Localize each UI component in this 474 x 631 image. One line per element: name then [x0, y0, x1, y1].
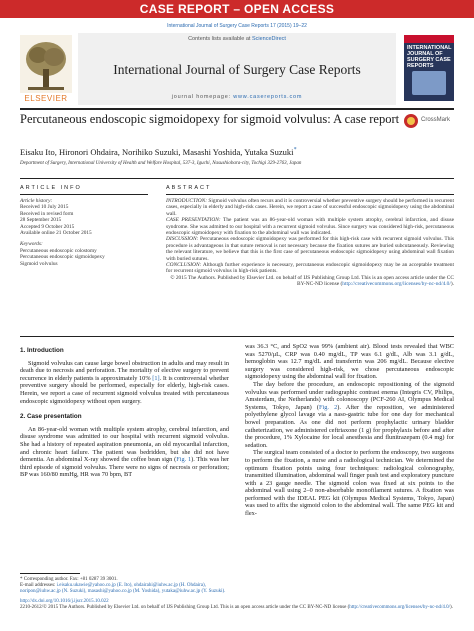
article-title: Percutaneous endoscopic sigmoidopexy for sigmoid volvulus: A case report	[20, 112, 400, 126]
abstract-case-text: The patient was an 86-year-old woman with multiple system atrophy, cerebral infarction, and disuse syndrome. She was admitted to our hospital with a recurrent sigmoid volvulus. Since surgery was considered high-risk, percutaneous endoscopic sigmoidopexy with fixation to the abdominal wall was indicated.	[166, 217, 455, 237]
body-right-column	[245, 343, 454, 518]
history-line: Accepted 9 October 2015	[20, 223, 75, 230]
abstract-heading: ABSTRACT	[166, 185, 212, 191]
elsevier-tree-logo-icon	[20, 35, 72, 93]
homepage-prefix: journal homepage:	[171, 94, 234, 100]
abstract-discussion	[166, 236, 454, 262]
corresponding-author-note: * Corresponding author. Fax: +81 0287 39 3001.	[20, 577, 118, 582]
abstract-bottom-rule	[20, 336, 454, 337]
figure-link[interactable]: Fig. 2	[319, 403, 338, 411]
author-list	[20, 147, 454, 157]
copyright-end: ).	[450, 281, 454, 288]
journal-masthead	[20, 33, 454, 105]
procedure-paragraph	[245, 381, 454, 449]
journal-title: International Journal of Surgery Case Reports	[113, 62, 361, 77]
history-line: Available online 21 October 2015	[20, 230, 92, 237]
abstract-intro-text: Sigmoid volvulus often recurs and it is controversial whether preventive surgery should be performed in recurrent cases, especially in elderly and high-risk cases. Herein, we report a case of successful endoscopic sigmoidopexy using the abdominal wall.	[166, 198, 454, 217]
article-info-heading: ARTICLE INFO	[20, 185, 82, 191]
lab-results-paragraph: was 36.3 °C, and SpO2 was 99% (ambient air). Blood tests revealed that WBC was 5270/μL, CRP was 0.40 mg/dL, TP was 6.1 g/dL, Alb was 3.1 g/dL, hemoglobin was 12.7 mg/dL and transferrin was 206 mg/dL. Because elective surgery was considered high-risk, we chose percutaneous endoscopic sigmoidopexy using the abdominal wall for fixation.	[245, 343, 454, 381]
introduction-paragraph	[20, 360, 229, 406]
abstract-rule	[166, 194, 454, 195]
intro-text-b: . It is controversial whether preventive surgery should be performed, especially for elderly, high-risk cases. Herein, we report a case of recurrent sigmoid volvulus treated with percutaneous endoscopic sigmoidopexy without open surgery.	[20, 374, 229, 405]
history-line: 28 September 2015	[20, 217, 62, 224]
masthead-center	[78, 33, 396, 105]
author-affiliation: Department of Surgery, International University of Health and Welfare Hospital, 537-3, Iguchi, Nasushiobara-city, Tochigi 329-2763, Japan	[20, 161, 302, 166]
intro-text-a: Sigmoid volvulus can cause large bowel obstruction in adults and may result in death due to necrosis and perforation. The mortality of elective surgery to prevent recurrence in elderly patients is approximately 10%	[20, 359, 229, 382]
footnote-rule	[20, 573, 80, 574]
license-link[interactable]: http://creativecommons.org/licenses/by-nc-nd/4.0/	[342, 281, 451, 288]
copyright-text: © 2015 The Authors. Published by Elsevier Ltd. on behalf of IJS Publishing Group Ltd. This is an open access article under the CC BY-NC-ND license (	[170, 274, 454, 288]
section-heading-case: 2. Case presentation	[20, 413, 82, 421]
history-heading: Article history:	[20, 198, 53, 204]
keywords-heading: Keywords:	[20, 241, 43, 248]
abstract-discussion-label: DISCUSSION:	[166, 236, 199, 243]
section-heading-introduction: 1. Introduction	[20, 347, 64, 354]
publisher-name: ELSEVIER	[24, 94, 68, 103]
case-text-b: ). This was her third episode of sigmoid volvulus. There were no signs of necrosis or perforation; BP was 160/80 mmHg, HR was 70 bpm, BT	[20, 456, 229, 479]
crossmark-label: CrossMark	[421, 117, 451, 123]
license-text: 2210-2612/© 2015 The Authors. Published by Elsevier Ltd. on behalf of IJS Publishing Group Ltd. This is an open access article under the CC BY-NC-ND license (	[20, 605, 350, 610]
homepage-link[interactable]: www.casereports.com	[233, 94, 303, 100]
journal-homepage-line	[78, 94, 396, 100]
abstract-body	[166, 198, 454, 288]
history-line: Received 10 July 2015	[20, 204, 69, 211]
bottom-publication-info	[20, 599, 454, 611]
masthead-divider	[20, 108, 454, 110]
journal-cover-thumbnail	[404, 35, 454, 101]
abstract-introduction	[166, 198, 454, 217]
bottom-license-link[interactable]: http://creativecommons.org/licenses/by-nc-nd/4.0/	[349, 605, 450, 610]
license-end: ).	[449, 605, 453, 610]
article-info-panel	[20, 198, 148, 267]
contents-line	[78, 36, 396, 42]
contents-prefix: Contents lists available at	[188, 36, 252, 42]
email-prefix: E-mail addresses:	[20, 583, 57, 588]
header-rule	[20, 178, 454, 179]
case-text-a: An 86-year-old woman with multiple system atrophy, cerebral infarction, and disuse syndrome was admitted to our hospital with recurrent sigmoid volvulus. She had a history of repeated aspiration pneumonia, an old myocardial infarction, and chronic heart failure. The patient was bedridden, but she did not have dementia. An abdominal X-ray showed the coffee bean sign (	[20, 425, 229, 464]
keyword-item: Sigmoid volvulus	[20, 260, 58, 267]
abstract-copyright	[166, 275, 454, 288]
abstract-conclusion-label: CONCLUSION:	[166, 262, 202, 269]
cover-title: INTERNATIONAL JOURNAL OF SURGERY CASE REPORTS	[407, 45, 452, 69]
open-access-banner: CASE REPORT – OPEN ACCESS	[0, 0, 474, 18]
keyword-item: Percutaneous endoscopic colostomy	[20, 247, 97, 254]
abstract-conclusion-text: Although further experience is necessary, percutaneous endoscopic sigmoidopexy may be an acceptable treatment for recurrent sigmoid volvulus in high-risk patients.	[166, 262, 454, 275]
sciencedirect-link[interactable]: ScienceDirect	[251, 36, 286, 42]
email-addresses	[20, 583, 229, 595]
cover-image	[412, 71, 446, 95]
history-line: Received in revised form	[20, 210, 74, 217]
cover-top-stripe	[404, 35, 454, 43]
abstract-discussion-text: Percutaneous endoscopic sigmoidopexy was performed for this high-risk case with recurrent sigmoid volvulus. This procedure is advantageous in that suture removal is not necessary because the fixation sutures are buried subcutaneously. Reviewing the relevant literature, we believe that this is the first case of percutaneous endoscopic sigmoidopexy using abdominal wall fixation with buried sutures.	[166, 236, 454, 262]
email-links[interactable]: i.eisaku.ukawie@yahoo.co.jp (E. Ito), ohdairahi@iuhw.ac.jp (H. Ohdaira), noripon@iuhw.ac.jp (N. Suzuki), masashi@yahoo.co.jp (M. Yoshida), yutaka@iuhw.ac.jp (Y. Suzuki).	[20, 583, 226, 594]
abstract-intro-label: INTRODUCTION:	[166, 198, 208, 204]
procedure-text-a: The day before the procedure, an endoscopic repositioning of the sigmoid volvulus was performed under radiographic contrast enema (Integris CV, Philips, Amsterdam, the Netherlands) with colonoscopy (PCF-260 AI, Olympus Medical Systems, Tokyo, Japan) (	[245, 380, 454, 411]
body-left-column	[20, 343, 229, 479]
procedure-text-b: ). After the reposition, we administered polyethylene glycol lavage via a naso-gastric tube for one day for mechanical bowel preparation. As one did not perform prophylactic urinary bladder catheterization, we administered ceftriaxone (1 g) for prophylaxis before and after the procedure, 1% Xylocaine for local anesthesia and flunitrazepam (0.4 mg) for sedation.	[245, 403, 454, 449]
abstract-case	[166, 217, 454, 236]
crossmark-icon	[404, 114, 418, 128]
corresponding-author-mark[interactable]: *	[293, 147, 297, 154]
abstract-case-label: CASE PRESENTATION:	[166, 217, 221, 224]
crossmark-badge[interactable]	[404, 114, 454, 130]
surgical-team-paragraph: The surgical team consisted of a doctor to perform the endoscopy, two surgeons to perform the fixation, a nurse and a radiological technician. We determined the optimum fixation points using four techniques: radiological colonography, transmitted illumination, abdominal wall finger push test and exploratory puncture with a 23 gauge needle. The sigmoid colon was fixed at six points to the abdominal wall using 2–0 non-absorbable monofilament sutures. A fixation was performed with the IDEAL PEG kit (Olympus Medical Systems, Tokyo, Japan) was used to affix the sigmoid colon to the abdominal wall. The same PEG kit and flex-	[245, 449, 454, 518]
footnotes	[20, 573, 229, 595]
license-statement	[20, 605, 454, 611]
figure-link[interactable]: Fig. 1	[176, 456, 192, 464]
abstract-conclusion	[166, 262, 454, 275]
keyword-item: Percutaneous endoscopic sigmoidopexy	[20, 254, 105, 261]
journal-citation[interactable]: International Journal of Surgery Case Reports 17 (2015) 19–22	[167, 23, 307, 29]
doi-link[interactable]: http://dx.doi.org/10.1016/j.ijscr.2015.10.022	[20, 599, 109, 604]
author-names: Eisaku Ito, Hironori Ohdaira, Norihiko Suzuki, Masashi Yoshida, Yutaka Suzuki	[20, 147, 294, 157]
case-paragraph	[20, 426, 229, 479]
reference-link[interactable]: [1]	[152, 374, 160, 382]
article-info-rule	[20, 194, 148, 195]
